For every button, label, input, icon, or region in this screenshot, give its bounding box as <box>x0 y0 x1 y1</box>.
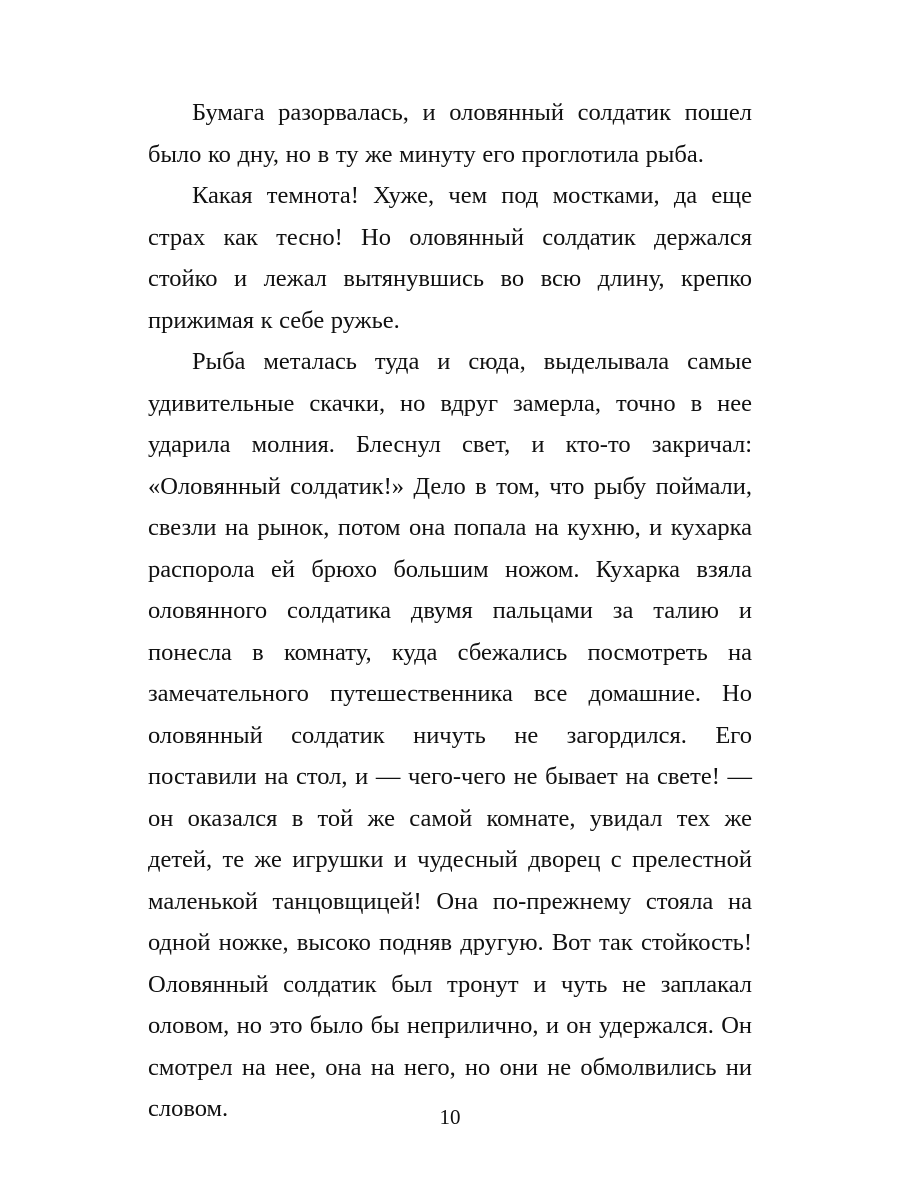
paragraph: Бумага разорвалась, и оловянный солдатик пошел было ко дну, но в ту же минуту его проглотила рыба. <box>148 99 752 168</box>
page-number: 10 <box>439 1105 461 1129</box>
paragraph: Рыба металась туда и сюда, выделывала самые удивительные скачки, но вдруг замерла, точно в нее ударила молния. Блеснул свет, и кто-то закричал: «Оловянный солдатик!» Дело в том, что рыбу поймали, свезли на рынок, потом она попала на кухню, и кухарка распорола ей брюхо большим ножом. Кухарка взяла оловянного солдатика двумя пальцами за талию и понесла в комнату, куда сбежались посмотреть на замечательного путешественника все домашние. Но оловянный солдатик ничуть не загордился. Его поставили на стол, и — чего-чего не бывает на свете! — он оказался в той же самой комнате, увидал тех же детей, те же игрушки и чудесный дворец с прелестной маленькой танцовщицей! Она по-прежнему стояла на одной ножке, высоко подняв другую. Вот так стойкость! Оловянный солдатик был тронут и чуть не заплакал оловом, но это было бы неприлично, и он удержался. Он смотрел на нее, она на него, но они не обмолвились ни словом. <box>148 348 752 1122</box>
page-text-block <box>148 92 752 1130</box>
paragraph: Какая темнота! Хуже, чем под мостками, да еще страх как тесно! Но оловянный солдатик держался стойко и лежал вытянувшись во всю длину, крепко прижимая к себе ружье. <box>148 182 752 334</box>
